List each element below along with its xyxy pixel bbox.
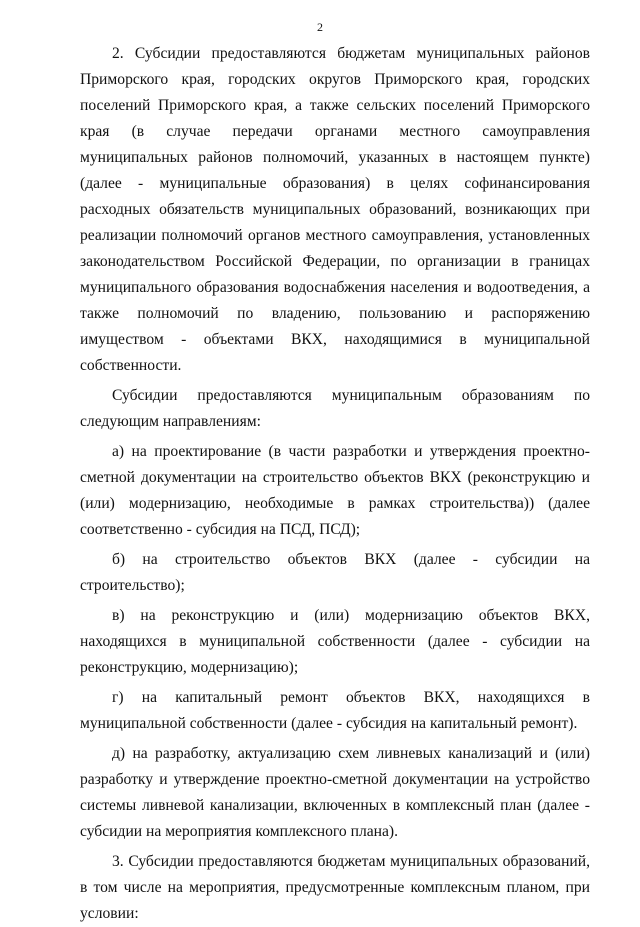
paragraph-2-subsidy-recipients: 2. Субсидии предоставляются бюджетам муниципальных районов Приморского края, городских округов Приморского края, городских поселений Приморского края, а также сельских поселений Приморского края (в случае передачи органами местного самоуправления муниципальных районов полномочий, указанных в настоящем пункте) (далее - муниципальные образования) в целях софинансирования расходных обязательств муниципальных образований, возникающих при реализации полномочий органов местного самоуправления, установленных законодательством Российской Федерации, по организации в границах муниципального образования водоснабжения населения и водоотведения, а также полномочий по владению, пользованию и распоряжению имуществом - объектами ВКХ, находящимися в муниципальной собственности.: [80, 45, 590, 374]
page-number: 2: [317, 20, 323, 34]
list-item-v-reconstruction: в) на реконструкцию и (или) модернизацию объектов ВКХ, находящихся в муниципальной собственности (далее - субсидии на реконструкцию, модернизацию);: [80, 607, 590, 676]
list-item-b-construction: б) на строительство объектов ВКХ (далее - субсидии на строительство);: [80, 551, 590, 594]
document-body: [80, 41, 590, 927]
list-item-g-capital-repair: г) на капитальный ремонт объектов ВКХ, находящихся в муниципальной собственности (далее - субсидия на капитальный ремонт).: [80, 689, 590, 732]
list-item-a-design: а) на проектирование (в части разработки и утверждения проектно-сметной документации на строительство объектов ВКХ (реконструкцию и (или) модернизацию, необходимые в рамках строительства)) (далее соответственно - субсидия на ПСД, ПСД);: [80, 443, 590, 538]
paragraph-3-conditions: 3. Субсидии предоставляются бюджетам муниципальных образований, в том числе на мероприятия, предусмотренные комплексным планом, при условии:: [80, 853, 590, 922]
paragraph-subsidy-directions: Субсидии предоставляются муниципальным образованиям по следующим направлениям:: [80, 387, 590, 430]
list-item-d-storm-sewer: д) на разработку, актуализацию схем ливневых канализаций и (или) разработку и утверждение проектно-сметной документации на устройство системы ливневой канализации, включенных в комплексный план (далее - субсидии на мероприятия комплексного плана).: [80, 745, 590, 840]
